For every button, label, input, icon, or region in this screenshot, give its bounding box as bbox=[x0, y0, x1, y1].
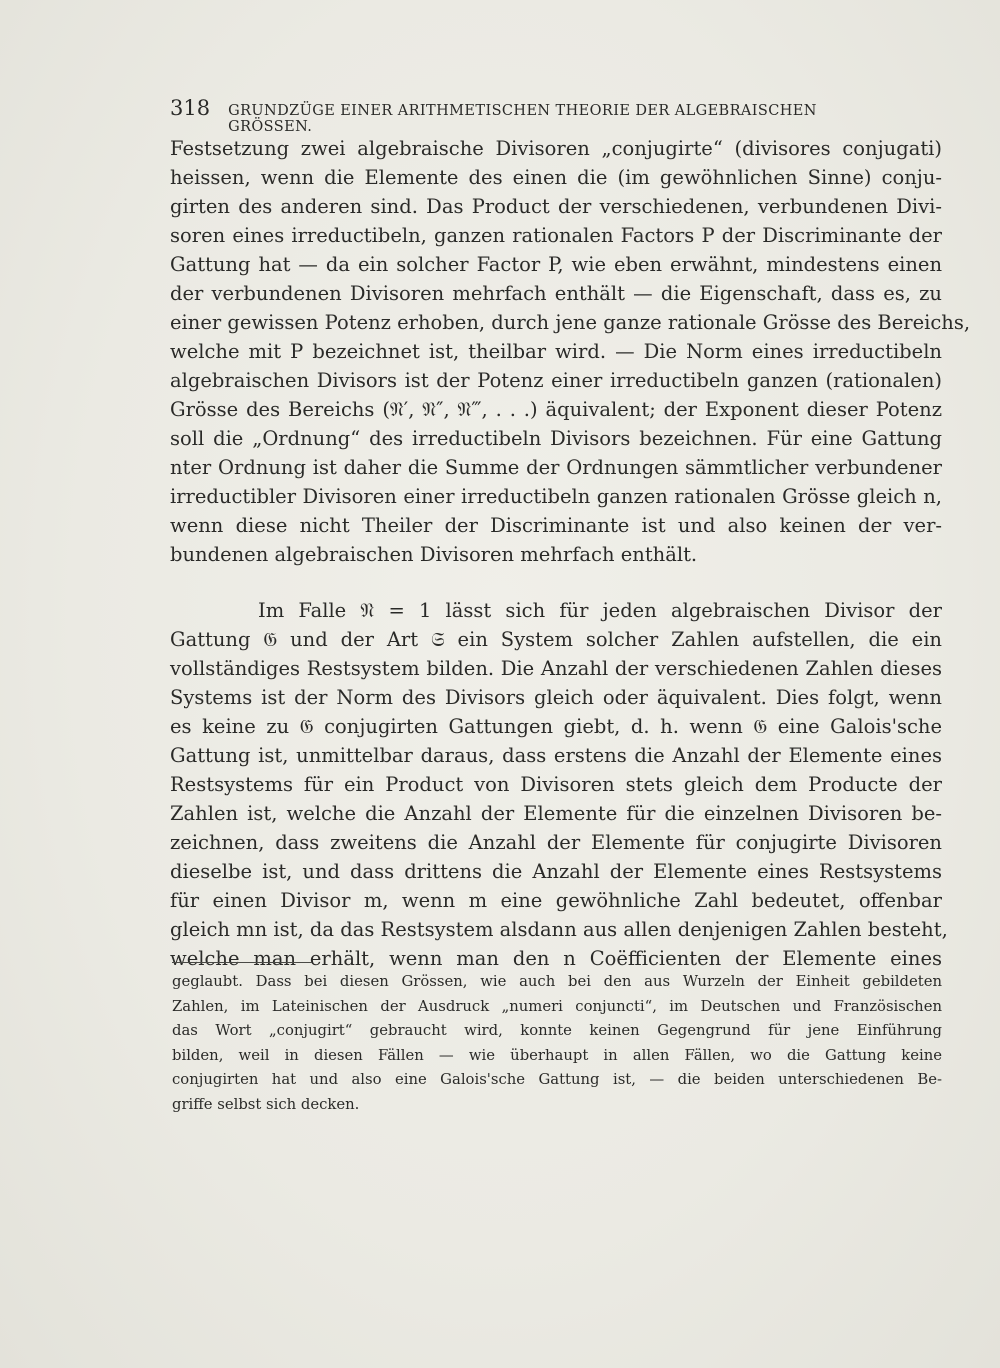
text-line: Grösse des Bereichs (𝔑′, 𝔑″, 𝔑‴, . . .) äquivalent; der Exponent dieser Potenz bbox=[170, 398, 942, 421]
text-line: girten des anderen sind. Das Product der verschiedenen, verbundenen Divi- bbox=[170, 195, 942, 218]
text-line: heissen, wenn die Elemente des einen die (im gewöhnlichen Sinne) conju- bbox=[170, 166, 942, 189]
footnote bbox=[172, 970, 942, 1117]
text-line: für einen Divisor m, wenn m eine gewöhnliche Zahl bedeutet, offenbar bbox=[170, 889, 942, 912]
text-line: Restsystems für ein Product von Divisoren stets gleich dem Producte der bbox=[170, 773, 942, 796]
text-line: Gattung 𝔊 und der Art 𝔖 ein System solcher Zahlen aufstellen, die ein bbox=[170, 628, 942, 651]
text-line: vollständiges Restsystem bilden. Die Anzahl der verschiedenen Zahlen dieses bbox=[170, 657, 942, 680]
text-line: soll die „Ordnung“ des irreductibeln Divisors bezeichnen. Für eine Gattung bbox=[170, 427, 942, 450]
text-line: Im Falle 𝔑 = 1 lässt sich für jeden algebraischen Divisor der bbox=[258, 599, 942, 622]
footnote-rule bbox=[172, 962, 312, 963]
text-line: welche mit P bezeichnet ist, theilbar wird. — Die Norm eines irreductibeln bbox=[170, 340, 942, 363]
text-line: Gattung hat — da ein solcher Factor P, wie eben erwähnt, mindestens einen bbox=[170, 253, 942, 276]
text-line: zeichnen, dass zweitens die Anzahl der Elemente für conjugirte Divisoren bbox=[170, 831, 942, 854]
paragraph-1 bbox=[170, 134, 971, 569]
text-line: irreductibler Divisoren einer irreductibeln ganzen rationalen Grösse gleich n, bbox=[170, 485, 942, 508]
page-number: 318 bbox=[170, 96, 211, 120]
text-line: gleich mn ist, da das Restsystem alsdann aus allen denjenigen Zahlen besteht, bbox=[170, 918, 948, 941]
page-header bbox=[170, 96, 900, 135]
text-line: algebraischen Divisors ist der Potenz einer irreductibeln ganzen (rationalen) bbox=[170, 369, 942, 392]
text-line: bundenen algebraischen Divisoren mehrfach enthält. bbox=[170, 543, 698, 566]
text-line: wenn diese nicht Theiler der Discriminante ist und also keinen der ver- bbox=[170, 514, 942, 537]
footnote-line: geglaubt. Dass bei diesen Grössen, wie auch bei den aus Wurzeln der Einheit gebildeten bbox=[172, 973, 942, 990]
text-line: soren eines irreductibeln, ganzen rationalen Factors P der Discriminante der bbox=[170, 224, 942, 247]
footnote-line: das Wort „conjugirt“ gebraucht wird, konnte keinen Gegengrund für jene Einführung bbox=[172, 1022, 942, 1039]
text-line: welche man erhält, wenn man den n Coëfficienten der Elemente eines bbox=[170, 947, 942, 970]
footnote-line: bilden, weil in diesen Fällen — wie überhaupt in allen Fällen, wo die Gattung keine bbox=[172, 1046, 942, 1064]
text-line: nter Ordnung ist daher die Summe der Ordnungen sämmtlicher verbundener bbox=[170, 456, 942, 479]
text-line: Festsetzung zwei algebraische Divisoren „conjugirte“ (divisores conjugati) bbox=[170, 137, 942, 160]
text-line: Gattung ist, unmittelbar daraus, dass erstens die Anzahl der Elemente eines bbox=[170, 744, 942, 767]
text-line: es keine zu 𝔊 conjugirten Gattungen giebt, d. h. wenn 𝔊 eine Galois'sche bbox=[170, 715, 942, 738]
paragraph-2 bbox=[170, 596, 948, 973]
footnote-line: Zahlen, im Lateinischen der Ausdruck „numeri conjuncti“, im Deutschen und Französischen bbox=[172, 997, 942, 1015]
text-line: Systems ist der Norm des Divisors gleich oder äquivalent. Dies folgt, wenn bbox=[170, 686, 942, 709]
paragraph-gap bbox=[170, 569, 942, 596]
text-line: einer gewissen Potenz erhoben, durch jene ganze rationale Grösse des Bereichs, bbox=[170, 311, 971, 334]
footnote-line: griffe selbst sich decken. bbox=[172, 1095, 360, 1113]
text-line: dieselbe ist, und dass drittens die Anzahl der Elemente eines Restsystems bbox=[170, 860, 942, 883]
text-line: der verbundenen Divisoren mehrfach enthält — die Eigenschaft, dass es, zu bbox=[170, 282, 942, 305]
text-line: Zahlen ist, welche die Anzahl der Elemente für die einzelnen Divisoren be- bbox=[170, 802, 942, 825]
main-text bbox=[170, 134, 971, 973]
running-head: GRUNDZÜGE EINER ARITHMETISCHEN THEORIE DER ALGEBRAISCHEN GRÖSSEN. bbox=[228, 103, 817, 135]
footnote-line: conjugirten hat und also eine Galois'sche Gattung ist, — die beiden unterschiedenen Be- bbox=[172, 1071, 942, 1088]
